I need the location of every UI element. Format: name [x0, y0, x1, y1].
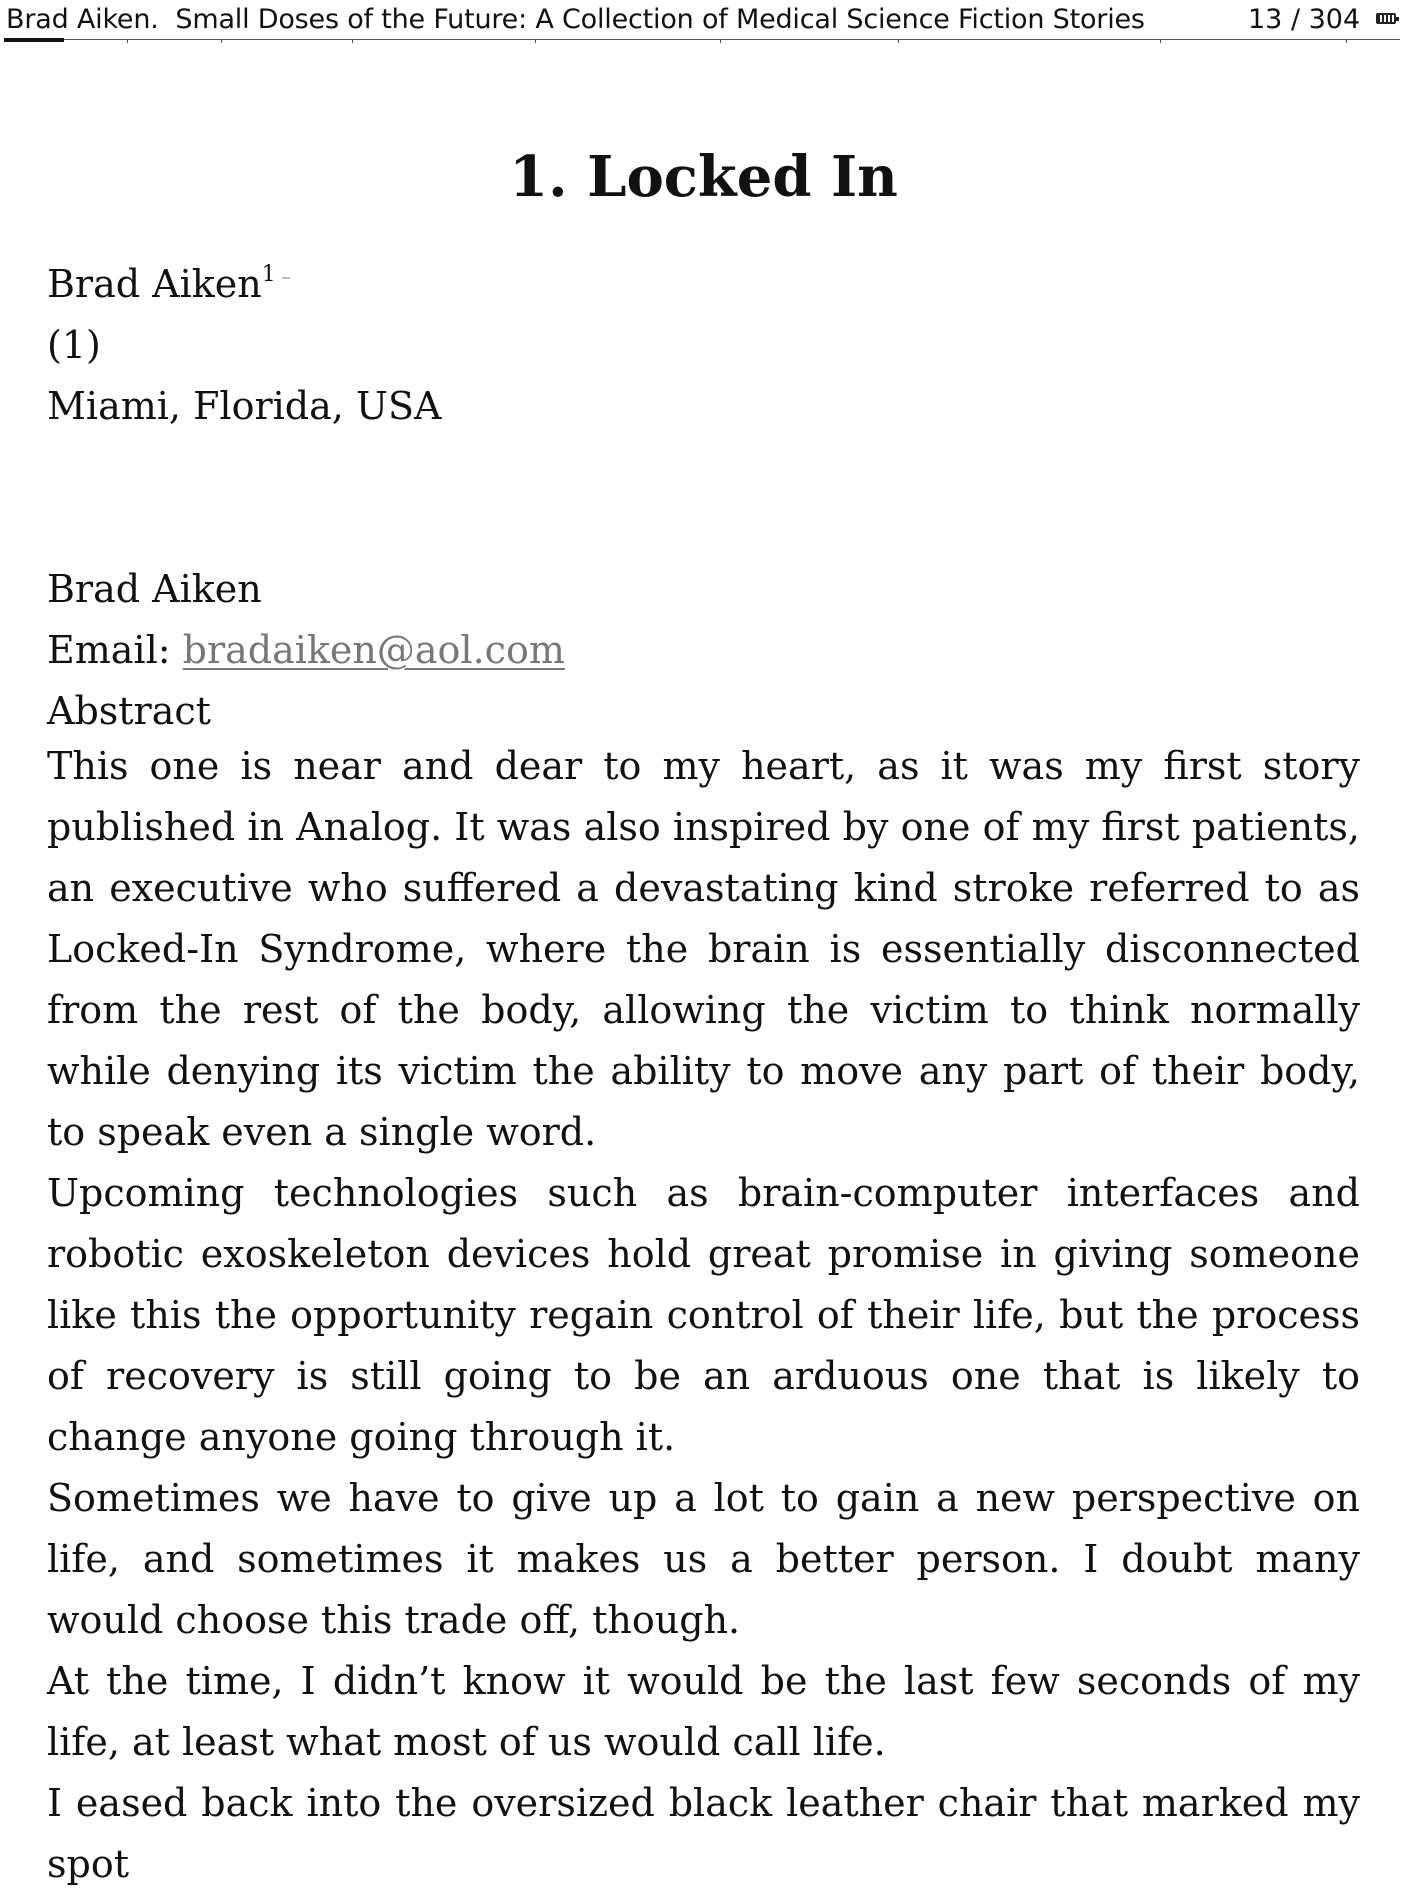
abstract-heading: Abstract [47, 689, 211, 733]
page-indicator[interactable]: 13 / 304 [1248, 4, 1361, 35]
chapter-marker [1160, 40, 1161, 43]
email-line [47, 620, 565, 681]
paragraph: At the time, I didn’t know it would be the last few seconds of my life, at least what most of us would call life. [47, 1659, 1360, 1764]
email-link[interactable]: bradaiken@aol.com [182, 628, 565, 672]
chapter-marker [1346, 40, 1347, 43]
chapter-marker [535, 40, 536, 43]
author-line [47, 254, 290, 315]
chapter-marker [720, 40, 721, 43]
affiliation-number: (1) [47, 323, 101, 367]
affiliation-location: Miami, Florida, USA [47, 384, 442, 428]
reader-status-bar [0, 0, 1404, 40]
email-label: Email: [47, 628, 183, 672]
story-body [47, 736, 1360, 1895]
paragraph: Upcoming technologies such as brain-computer interfaces and robotic exoskeleton devices hold great promise in giving someone like this the opportunity regain control of their life, but the process of recovery is still going to be an arduous one that is likely to change anyone going through it. [47, 1171, 1360, 1459]
footnote-indicator-icon [282, 277, 290, 279]
chapter-title: 1. Locked In [509, 144, 898, 210]
paragraph: This one is near and dear to my heart, as it was my first story published in Analog. It was also inspired by one of my first patients, an executive who suffered a devastating kind stroke referred to as Locked-In Syndrome, where the brain is essentially disconnected from the rest of the body, allowing the victim to think normally while denying its victim the ability to move any part of their body, to speak even a single word. [47, 744, 1360, 1154]
book-title: Brad Aiken. Small Doses of the Future: A Collection of Medical Science Fiction Stories [6, 4, 1145, 35]
author-footnote-ref[interactable]: 1 [261, 262, 276, 287]
chapter-marker [352, 40, 353, 43]
reading-progress-fill [4, 38, 64, 42]
chapter-marker [221, 40, 222, 43]
paragraph: I eased back into the oversized black leather chair that marked my spot [47, 1781, 1360, 1886]
paragraph: Sometimes we have to give up a lot to gain a new perspective on life, and sometimes it makes us a better person. I doubt many would choose this trade off, though. [47, 1476, 1360, 1642]
chapter-marker [127, 40, 128, 43]
reading-progress-track[interactable] [4, 39, 1400, 40]
contact-name: Brad Aiken [47, 567, 262, 611]
author-name: Brad Aiken [47, 262, 262, 306]
chapter-marker [898, 40, 899, 43]
battery-icon [1376, 13, 1396, 24]
